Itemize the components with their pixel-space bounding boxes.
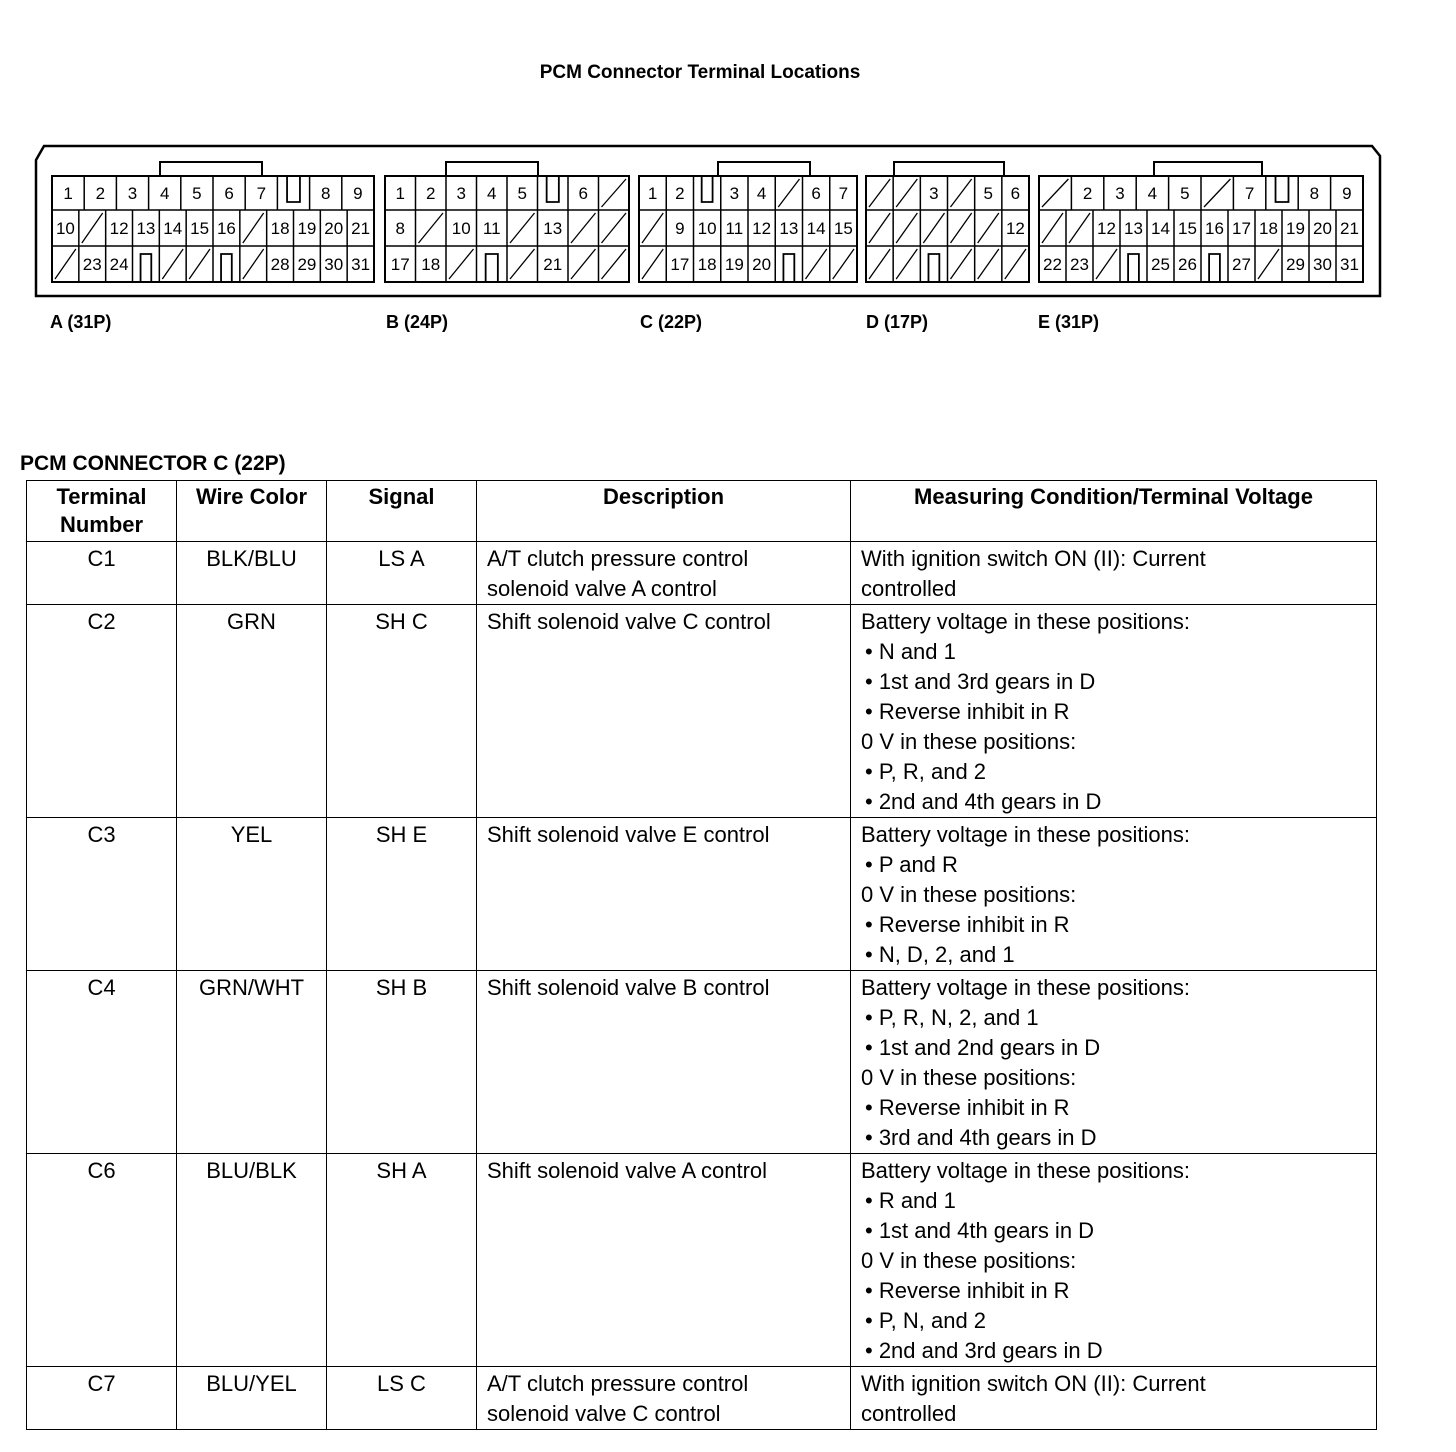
signal-cell: SH A [327,1154,477,1367]
table-title: PCM CONNECTOR C (22P) [20,452,286,475]
locking-key [928,254,939,282]
condition-line: 0 V in these positions: [861,882,1077,907]
blank-terminal-slash [951,213,972,243]
condition-cell [851,542,1377,605]
condition-line: • N, D, 2, and 1 [865,942,1015,967]
terminal-number: 2 [95,184,106,203]
terminal-number: 22 [1043,255,1062,274]
locking-key [486,254,498,282]
blank-terminal-slash [82,213,103,243]
wire-color-cell: BLK/BLU [177,542,327,605]
terminal-number: 21 [351,219,371,238]
table-row [27,605,1377,818]
blank-terminal-slash [1204,179,1230,207]
terminal-number: 12 [752,219,772,238]
terminal-cell: C7 [27,1367,177,1430]
terminal-number: 9 [1342,184,1352,203]
terminal-cell: C2 [27,605,177,818]
wire-color-cell: YEL [177,818,327,971]
terminal-number: 6 [224,184,234,203]
locking-key [141,254,152,282]
condition-line: controlled [861,576,957,601]
terminal-number: 9 [675,219,685,238]
terminal-number: 8 [395,219,405,238]
condition-line: Battery voltage in these positions: [861,609,1190,634]
terminal-number: 17 [1232,219,1251,238]
signal-cell: LS C [327,1367,477,1430]
description-line: solenoid valve C control [487,1401,721,1426]
terminal-number: 12 [1097,219,1116,238]
terminal-number: 15 [833,219,853,238]
locking-key [1209,254,1220,282]
terminal-number: 16 [1205,219,1224,238]
locking-key [547,176,559,202]
terminal-number: 10 [55,219,75,238]
connector-tab [894,162,1004,176]
terminal-number: 19 [297,219,317,238]
terminal-number: 24 [109,255,129,274]
terminal-number: 18 [697,255,717,274]
terminal-number: 10 [451,219,471,238]
blank-terminal-slash [571,213,596,243]
condition-line: • 2nd and 4th gears in D [865,789,1102,814]
condition-line: 0 V in these positions: [861,729,1077,754]
terminal-cell: C1 [27,542,177,605]
blank-terminal-slash [1005,249,1026,279]
terminal-number: 5 [983,184,993,203]
blank-terminal-slash [778,179,799,207]
description-line: A/T clutch pressure control [487,546,749,571]
terminal-number: 12 [1005,219,1025,238]
terminal-number: 1 [395,184,405,203]
terminal-number: 15 [1178,219,1197,238]
blank-terminal-slash [571,249,596,279]
terminal-number: 8 [320,184,331,203]
terminal-number: 8 [1309,184,1320,203]
header-condition: Measuring Condition/Terminal Voltage [851,481,1377,542]
description-cell [477,971,851,1154]
blank-terminal-slash [869,249,890,279]
condition-line: • 3rd and 4th gears in D [865,1125,1097,1150]
wire-color-cell: GRN/WHT [177,971,327,1154]
terminal-cell: C6 [27,1154,177,1367]
blank-terminal-slash [602,179,627,207]
terminal-number: 1 [63,184,73,203]
condition-cell [851,1367,1377,1430]
terminal-number: 23 [1070,255,1089,274]
condition-cell [851,971,1377,1154]
blank-terminal-slash [833,249,854,279]
blank-terminal-slash [951,249,972,279]
blank-terminal-slash [602,249,627,279]
condition-line: With ignition switch ON (II): Current [861,546,1206,571]
terminal-cell: C4 [27,971,177,1154]
terminal-number: 2 [675,184,685,203]
terminal-number: 21 [1340,219,1359,238]
condition-cell [851,1154,1377,1367]
terminal-number: 28 [270,255,290,274]
terminal-number: 23 [82,255,102,274]
connector-diagram [0,0,1456,300]
terminal-number: 26 [1178,255,1197,274]
condition-line: • Reverse inhibit in R [865,1278,1070,1303]
condition-line: • P, N, and 2 [865,1308,987,1333]
header-terminal-line1: Terminal [56,484,147,509]
condition-line: controlled [861,1401,957,1426]
terminal-number: 13 [543,219,563,238]
condition-line: • 2nd and 3rd gears in D [865,1338,1103,1363]
condition-line: With ignition switch ON (II): Current [861,1371,1206,1396]
blank-terminal-slash [1096,249,1117,279]
condition-line: • P, R, N, 2, and 1 [865,1005,1039,1030]
table-row [27,1154,1377,1367]
header-description: Description [477,481,851,542]
blank-terminal-slash [896,249,917,279]
condition-line: • Reverse inhibit in R [865,699,1070,724]
condition-line: 0 V in these positions: [861,1248,1077,1273]
connector-a-label: A (31P) [50,312,112,332]
blank-terminal-slash [896,213,917,243]
terminal-number: 14 [806,219,826,238]
terminal-number: 3 [929,184,939,203]
signal-cell: SH B [327,971,477,1154]
blank-terminal-slash [978,249,999,279]
locking-key [1276,176,1289,202]
blank-terminal-slash [243,213,264,243]
blank-terminal-slash [1069,213,1090,243]
description-cell [477,1367,851,1430]
terminal-number: 7 [256,184,267,203]
terminal-number: 4 [487,184,497,203]
connector-tab [718,162,810,176]
table-row [27,971,1377,1154]
terminal-cell: C3 [27,818,177,971]
terminal-number: 20 [324,219,344,238]
terminal-number: 18 [1259,219,1278,238]
description-cell [477,605,851,818]
terminal-number: 4 [1147,184,1158,203]
condition-line: • 1st and 3rd gears in D [865,669,1096,694]
terminal-number: 14 [1151,219,1170,238]
terminal-number: 30 [324,255,344,274]
connector-tab [160,162,262,176]
terminal-number: 7 [1244,184,1255,203]
condition-cell [851,818,1377,971]
terminal-number: 17 [390,255,410,274]
terminal-number: 6 [1010,184,1021,203]
blank-terminal-slash [869,213,890,243]
description-line: Shift solenoid valve E control [487,822,770,847]
signal-cell: LS A [327,542,477,605]
terminal-number: 14 [163,219,183,238]
wire-color-cell: BLU/YEL [177,1367,327,1430]
terminal-number: 13 [136,219,156,238]
terminal-number: 27 [1232,255,1251,274]
terminal-number: 6 [811,184,821,203]
blank-terminal-slash [162,249,183,279]
locking-key [1128,254,1139,282]
blank-terminal-slash [1042,213,1063,243]
pin-table [26,480,1377,1430]
terminal-number: 13 [1124,219,1143,238]
header-wire-color: Wire Color [177,481,327,542]
blank-terminal-slash [642,249,663,279]
condition-line: • 1st and 4th gears in D [865,1218,1095,1243]
locking-key [287,176,300,202]
connector-tab [446,162,538,176]
description-line: A/T clutch pressure control [487,1371,749,1396]
locking-key [702,176,713,202]
terminal-number: 1 [647,184,658,203]
description-cell [477,542,851,605]
terminal-number: 4 [756,184,767,203]
blank-terminal-slash [923,213,944,243]
connector-d-label: D (17P) [866,312,929,332]
terminal-number: 13 [779,219,799,238]
blank-terminal-slash [602,213,627,243]
description-cell [477,818,851,971]
terminal-number: 6 [578,184,588,203]
terminal-number: 2 [426,184,436,203]
locking-key [221,254,232,282]
blank-terminal-slash [896,179,917,207]
terminal-number: 3 [729,184,740,203]
terminal-number: 29 [297,255,317,274]
description-line: Shift solenoid valve C control [487,609,771,634]
terminal-number: 31 [1340,255,1359,274]
header-terminal [27,481,177,542]
terminal-number: 5 [192,184,202,203]
blank-terminal-slash [510,213,535,243]
terminal-number: 16 [216,219,236,238]
connector-b-label: B (24P) [386,312,449,332]
table-row [27,542,1377,605]
terminal-number: 31 [351,255,371,274]
description-line: Shift solenoid valve A control [487,1158,768,1183]
terminal-number: 5 [517,184,527,203]
condition-cell [851,605,1377,818]
terminal-number: 3 [456,184,466,203]
blank-terminal-slash [951,179,972,207]
terminal-number: 3 [127,184,138,203]
condition-line: • Reverse inhibit in R [865,912,1070,937]
terminal-number: 21 [543,255,563,274]
connector-c-label: C (22P) [640,312,703,332]
terminal-number: 7 [838,184,849,203]
terminal-number: 20 [752,255,772,274]
terminal-number: 4 [159,184,170,203]
terminal-number: 11 [725,219,744,238]
terminal-number: 18 [270,219,290,238]
terminal-number: 9 [353,184,363,203]
signal-cell: SH C [327,605,477,818]
terminal-number: 12 [109,219,129,238]
connector-e-label: E (31P) [1038,312,1100,332]
header-signal: Signal [327,481,477,542]
blank-terminal-slash [419,213,444,243]
page-title: PCM Connector Terminal Locations [539,62,861,83]
locking-key [783,254,794,282]
table-row [27,818,1377,971]
table-row [27,1367,1377,1430]
terminal-number: 18 [421,255,441,274]
condition-line: Battery voltage in these positions: [861,1158,1190,1183]
terminal-number: 20 [1313,219,1332,238]
blank-terminal-slash [449,249,474,279]
terminal-number: 19 [724,255,744,274]
condition-line: Battery voltage in these positions: [861,822,1190,847]
wire-color-cell: GRN [177,605,327,818]
terminal-number: 11 [482,219,501,238]
table-header-row [27,481,1377,542]
blank-terminal-slash [978,213,999,243]
terminal-number: 17 [670,255,690,274]
condition-line: • 1st and 2nd gears in D [865,1035,1101,1060]
terminal-number: 25 [1151,255,1170,274]
condition-line: Battery voltage in these positions: [861,975,1190,1000]
blank-terminal-slash [869,179,890,207]
terminal-number: 15 [190,219,210,238]
terminal-number: 10 [697,219,717,238]
condition-line: • N and 1 [865,639,956,664]
terminal-number: 19 [1286,219,1305,238]
condition-line: • Reverse inhibit in R [865,1095,1070,1120]
blank-terminal-slash [189,249,210,279]
description-line: Shift solenoid valve B control [487,975,770,1000]
blank-terminal-slash [510,249,535,279]
condition-line: • R and 1 [865,1188,956,1213]
condition-line: • P and R [865,852,958,877]
blank-terminal-slash [806,249,827,279]
condition-line: • P, R, and 2 [865,759,987,784]
blank-terminal-slash [243,249,264,279]
signal-cell: SH E [327,818,477,971]
blank-terminal-slash [1042,179,1068,207]
connector-tab [1154,162,1262,176]
wire-color-cell: BLU/BLK [177,1154,327,1367]
blank-terminal-slash [642,213,663,243]
terminal-number: 5 [1180,184,1190,203]
description-line: solenoid valve A control [487,576,717,601]
condition-line: 0 V in these positions: [861,1065,1077,1090]
blank-terminal-slash [55,249,76,279]
description-cell [477,1154,851,1367]
terminal-number: 29 [1286,255,1305,274]
terminal-number: 30 [1313,255,1332,274]
blank-terminal-slash [1258,249,1279,279]
terminal-number: 2 [1082,184,1093,203]
terminal-number: 3 [1115,184,1125,203]
header-terminal-line2: Number [59,512,144,537]
